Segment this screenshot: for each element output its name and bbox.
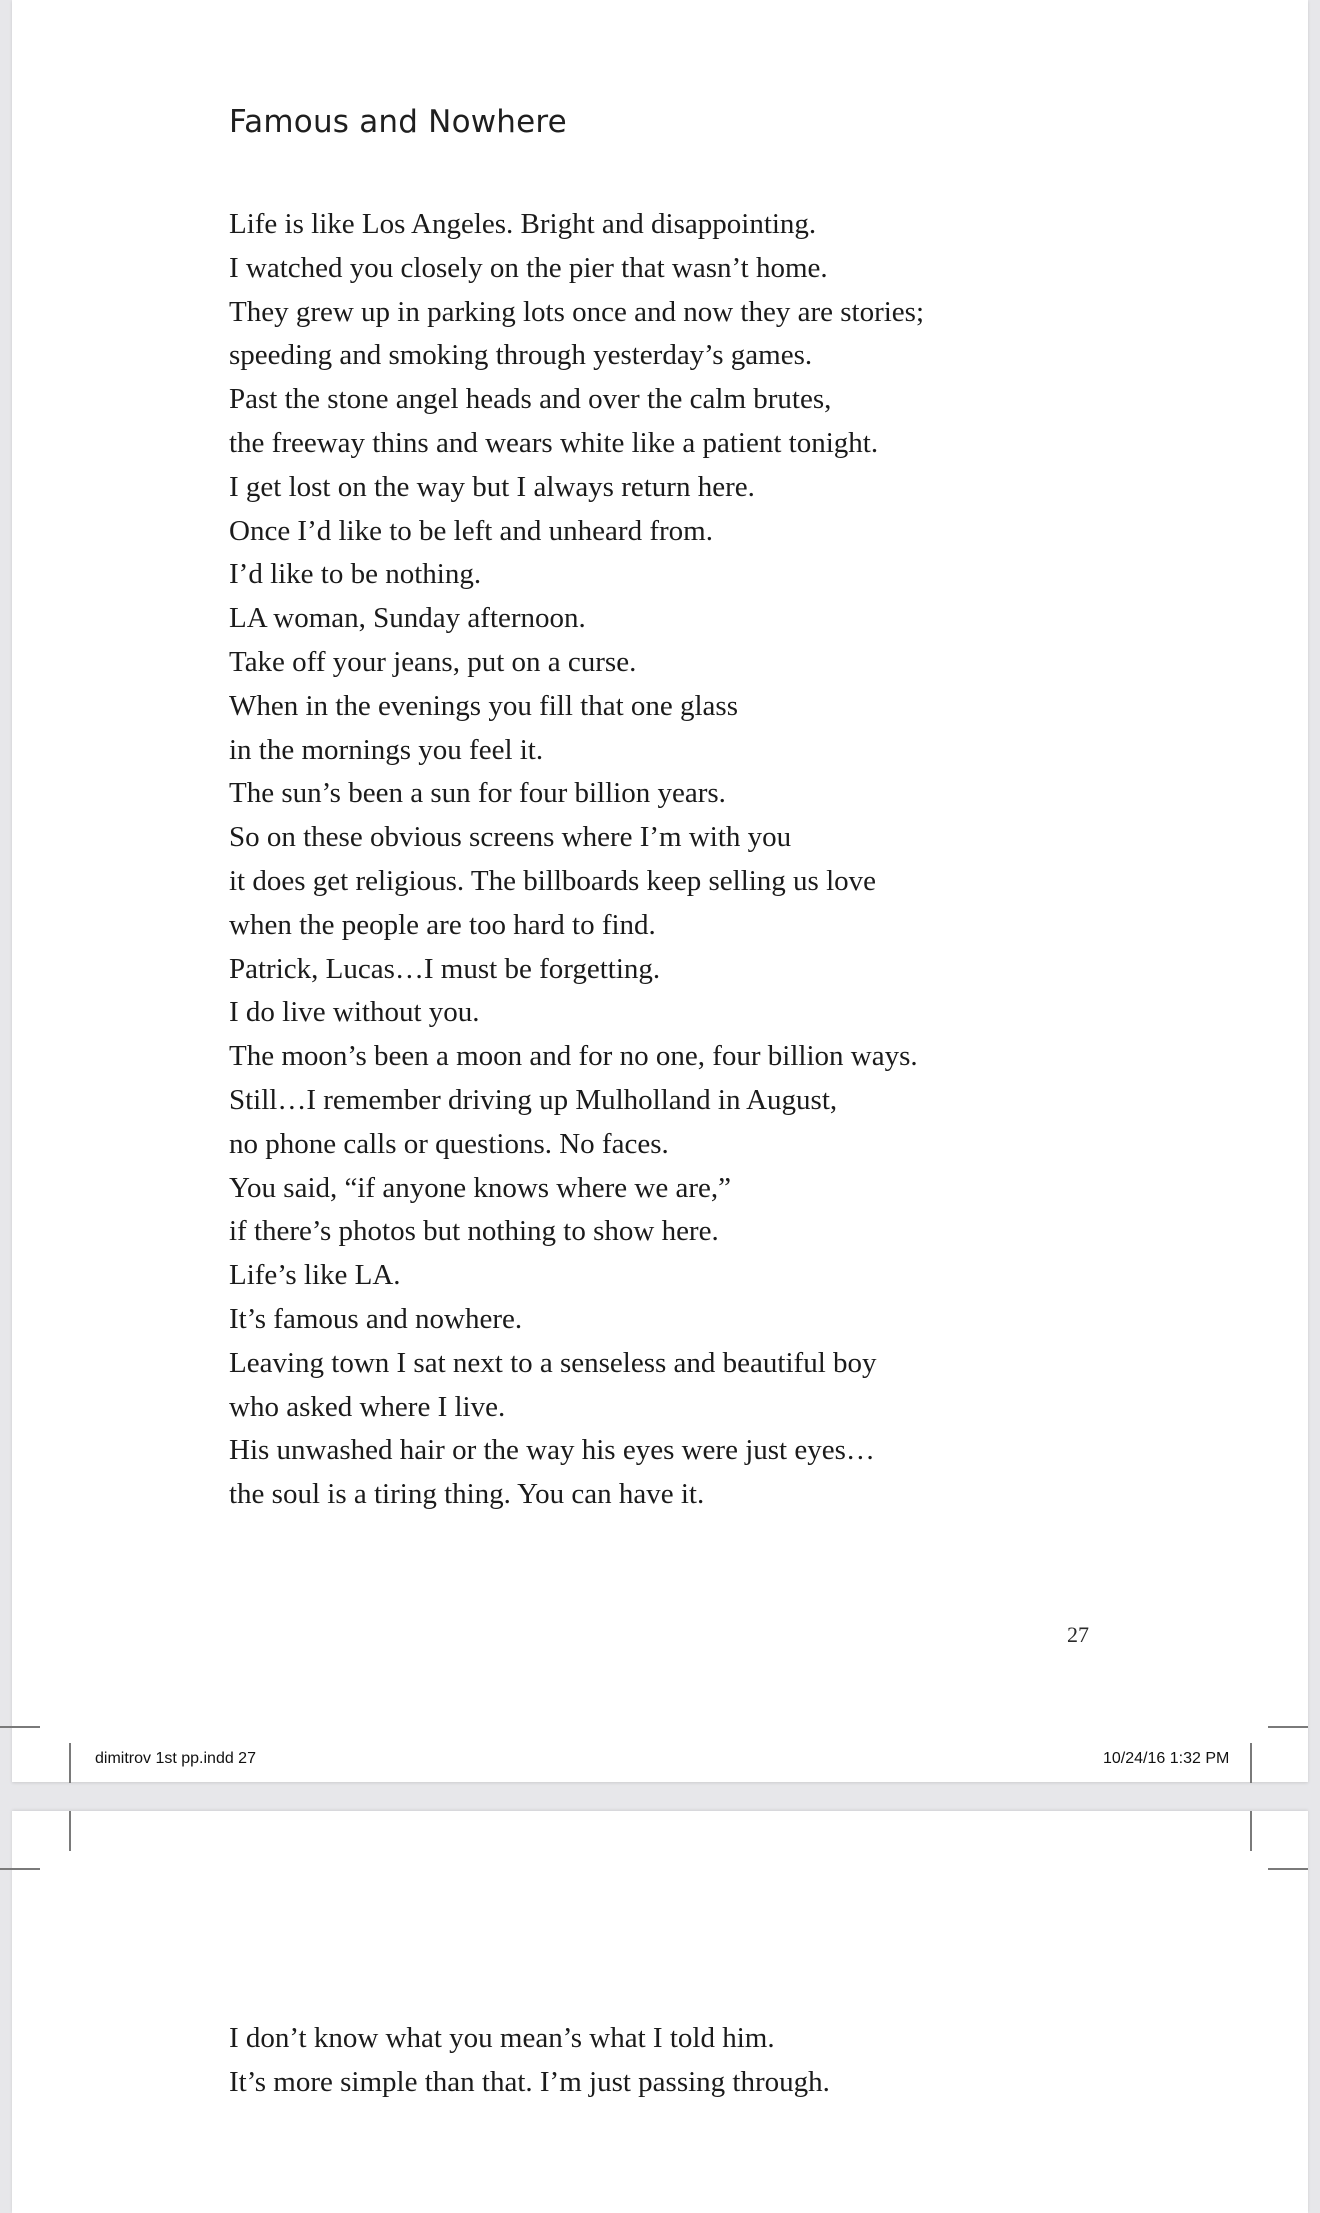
page-28 (12, 1811, 1308, 2213)
poem-line: Still…I remember driving up Mulholland in August, (229, 1083, 838, 1116)
poem-line: Life is like Los Angeles. Bright and disappointing. (229, 208, 817, 240)
poem-line: Past the stone angel heads and over the calm brutes, (229, 383, 832, 416)
poem-title: Famous and Nowhere (229, 104, 567, 140)
poem-line: the soul is a tiring thing. You can have it. (229, 1478, 705, 1511)
print-slug-timestamp: 10/24/16 1:32 PM (1103, 1750, 1230, 1767)
crop-mark (1268, 1726, 1308, 1728)
poem-line: So on these obvious screens where I’m with you (229, 821, 792, 854)
poem-line: Life’s like LA. (229, 1259, 401, 1292)
poem-line: It’s famous and nowhere. (229, 1302, 523, 1335)
poem-line: They grew up in parking lots once and now they are stories; (229, 295, 925, 328)
poem-line: I watched you closely on the pier that wasn’t home. (229, 251, 828, 284)
poem-line: the freeway thins and wears white like a patient tonight. (229, 426, 879, 459)
crop-mark (69, 1743, 71, 1783)
poem-line: it does get religious. The billboards keep selling us love (229, 864, 877, 897)
poem-line: Patrick, Lucas…I must be forgetting. (229, 952, 661, 985)
poem-line: Leaving town I sat next to a senseless and beautiful boy (229, 1346, 877, 1379)
poem-line: I get lost on the way but I always return here. (229, 470, 755, 503)
poem-line: no phone calls or questions. No faces. (229, 1127, 669, 1160)
poem-line: It’s more simple than that. I’m just passing through. (229, 2065, 830, 2098)
poem-line: When in the evenings you fill that one glass (229, 689, 739, 722)
poem-line: Take off your jeans, put on a curse. (229, 645, 637, 678)
poem-line: The sun’s been a sun for four billion years. (229, 777, 726, 810)
poem-line: LA woman, Sunday afternoon. (229, 602, 586, 635)
crop-mark (0, 1726, 40, 1728)
poem-line: when the people are too hard to find. (229, 908, 656, 941)
poem-line: speeding and smoking through yesterday’s games. (229, 339, 813, 372)
crop-mark (0, 1868, 40, 1870)
poem-line: who asked where I live. (229, 1390, 506, 1423)
poem-body (229, 203, 924, 1517)
poem-continuation (229, 2017, 830, 2105)
poem-line: if there’s photos but nothing to show here. (229, 1215, 719, 1248)
crop-mark (69, 1811, 71, 1851)
crop-mark (1250, 1743, 1252, 1783)
print-slug-filename: dimitrov 1st pp.indd 27 (95, 1750, 256, 1767)
poem-line: I don’t know what you mean’s what I told him. (229, 2022, 775, 2054)
poem-line: You said, “if anyone knows where we are,” (229, 1171, 731, 1204)
poem-line: I do live without you. (229, 996, 480, 1029)
poem-line: His unwashed hair or the way his eyes were just eyes… (229, 1434, 875, 1467)
poem-line: The moon’s been a moon and for no one, four billion ways. (229, 1040, 918, 1073)
crop-mark (1250, 1811, 1252, 1851)
crop-mark (1268, 1868, 1308, 1870)
page-number: 27 (1067, 1622, 1089, 1647)
page-27 (12, 0, 1308, 1782)
poem-line: in the mornings you feel it. (229, 733, 544, 766)
poem-line: I’d like to be nothing. (229, 558, 482, 591)
poem-line: Once I’d like to be left and unheard from. (229, 514, 713, 547)
